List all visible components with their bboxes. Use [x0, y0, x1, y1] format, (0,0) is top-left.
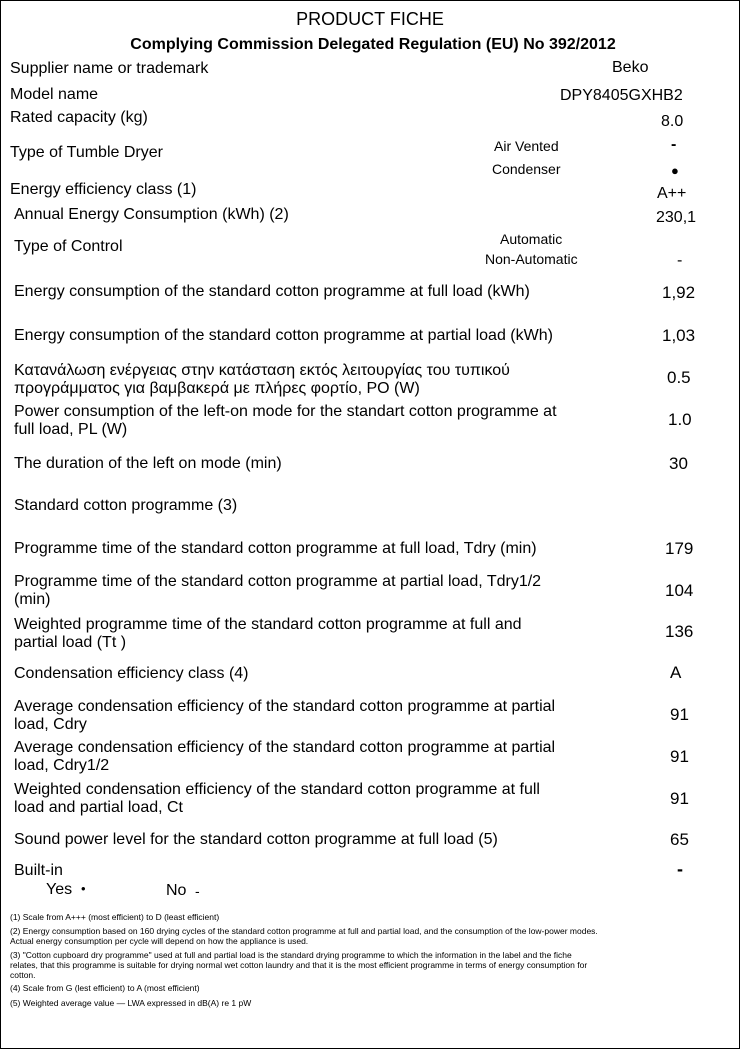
footnote-3: (3) "Cotton cupboard dry programme" used at full and partial load is the standard drying programme to which the information in the label and the fiche relates, that this programme is suitable for drying normal wet cotton laundry and that it is the most efficient programme in terms of energy consumption for cotton.	[10, 950, 588, 980]
sound-label: Sound power level for the standard cotton programme at full load (5)	[14, 831, 498, 848]
annual-energy-value: 230,1	[656, 209, 697, 226]
condenser-value: ●	[671, 163, 679, 178]
built-in-no-mark: -	[195, 883, 200, 899]
capacity-label: Rated capacity (kg)	[10, 109, 148, 126]
standard-programme-label: Standard cotton programme (3)	[14, 497, 238, 514]
footnote-5: (5) Weighted average value — LWA expressed in dB(A) re 1 pW	[10, 998, 252, 1008]
energy-class-label: Energy efficiency class (1)	[10, 181, 197, 198]
model-value: DPY8405GXHB2	[560, 87, 683, 104]
cdry-label: Average condensation efficiency of the standard cotton programme at partial load, Cdry	[14, 698, 556, 733]
ct-value: 91	[670, 789, 689, 808]
footnote-1: (1) Scale from A+++ (most efficient) to D (least efficient)	[10, 912, 220, 922]
off-mode-value: 0.5	[667, 368, 691, 387]
left-on-power-value: 1.0	[668, 410, 692, 429]
left-on-power-label: Power consumption of the left-on mode for the standart cotton programme at full load, PL (W)	[14, 403, 557, 438]
air-vented-label: Air Vented	[494, 138, 559, 154]
left-on-duration-value: 30	[669, 454, 688, 473]
model-label: Model name	[10, 86, 99, 103]
page-title: PRODUCT FICHE	[296, 9, 444, 29]
cdry-half-label: Average condensation efficiency of the standard cotton programme at partial load, Cdry1/2	[14, 739, 556, 774]
tt-label: Weighted programme time of the standard cotton programme at full and partial load (Tt )	[14, 616, 522, 651]
dryer-type-label: Type of Tumble Dryer	[10, 144, 163, 161]
built-in-label: Built-in	[14, 862, 63, 879]
condenser-label: Condenser	[492, 161, 561, 177]
condensation-class-label: Condensation efficiency class (4)	[14, 665, 249, 682]
control-type-label: Type of Control	[14, 238, 123, 255]
left-on-duration-label: The duration of the left on mode (min)	[14, 455, 282, 472]
non-automatic-label: Non-Automatic	[485, 251, 578, 267]
page-subtitle: Complying Commission Delegated Regulation (EU) No 392/2012	[130, 36, 616, 53]
built-in-value: -	[677, 859, 683, 879]
built-in-yes-label: Yes	[46, 881, 73, 898]
supplier-value: Beko	[612, 59, 649, 76]
tdry-label: Programme time of the standard cotton programme at full load, Tdry (min)	[14, 540, 537, 557]
tdry-half-label: Programme time of the standard cotton programme at partial load, Tdry1/2 (min)	[14, 573, 542, 608]
built-in-no-label: No	[166, 882, 187, 899]
partial-load-energy-label: Energy consumption of the standard cotton programme at partial load (kWh)	[14, 327, 553, 344]
full-load-energy-label: Energy consumption of the standard cotton programme at full load (kWh)	[14, 283, 530, 300]
supplier-label: Supplier name or trademark	[10, 60, 209, 77]
tdry-value: 179	[665, 539, 694, 558]
off-mode-label: Κατανάλωση ενέργειας στην κατάσταση εκτός λειτουργίας του τυπικού προγράμματος για βαμβακερά με πλήρες φορτίο, PO (W)	[14, 362, 510, 397]
annual-energy-label: Annual Energy Consumption (kWh) (2)	[14, 206, 289, 223]
air-vented-value: -	[671, 136, 677, 153]
condensation-class-value: A	[670, 663, 682, 682]
tdry-half-value: 104	[665, 581, 694, 600]
footnote-2: (2) Energy consumption based on 160 drying cycles of the standard cotton programme at full and partial load, and the consumption of the low-power modes. Actual energy consumption per cycle will depend on how the appliance is used.	[10, 926, 598, 946]
ct-label: Weighted condensation efficiency of the standard cotton programme at full load and partial load, Ct	[14, 781, 540, 816]
full-load-energy-value: 1,92	[662, 283, 696, 302]
sound-value: 65	[670, 830, 689, 849]
non-automatic-value: -	[677, 252, 683, 269]
cdry-half-value: 91	[670, 747, 689, 766]
tt-value: 136	[665, 622, 694, 641]
automatic-label: Automatic	[500, 231, 563, 247]
cdry-value: 91	[670, 705, 689, 724]
built-in-yes-mark: •	[81, 881, 86, 896]
footnote-4: (4) Scale from G (lest efficient) to A (most efficient)	[10, 983, 200, 993]
partial-load-energy-value: 1,03	[662, 326, 696, 345]
capacity-value: 8.0	[661, 113, 684, 130]
energy-class-value: A++	[657, 185, 687, 202]
